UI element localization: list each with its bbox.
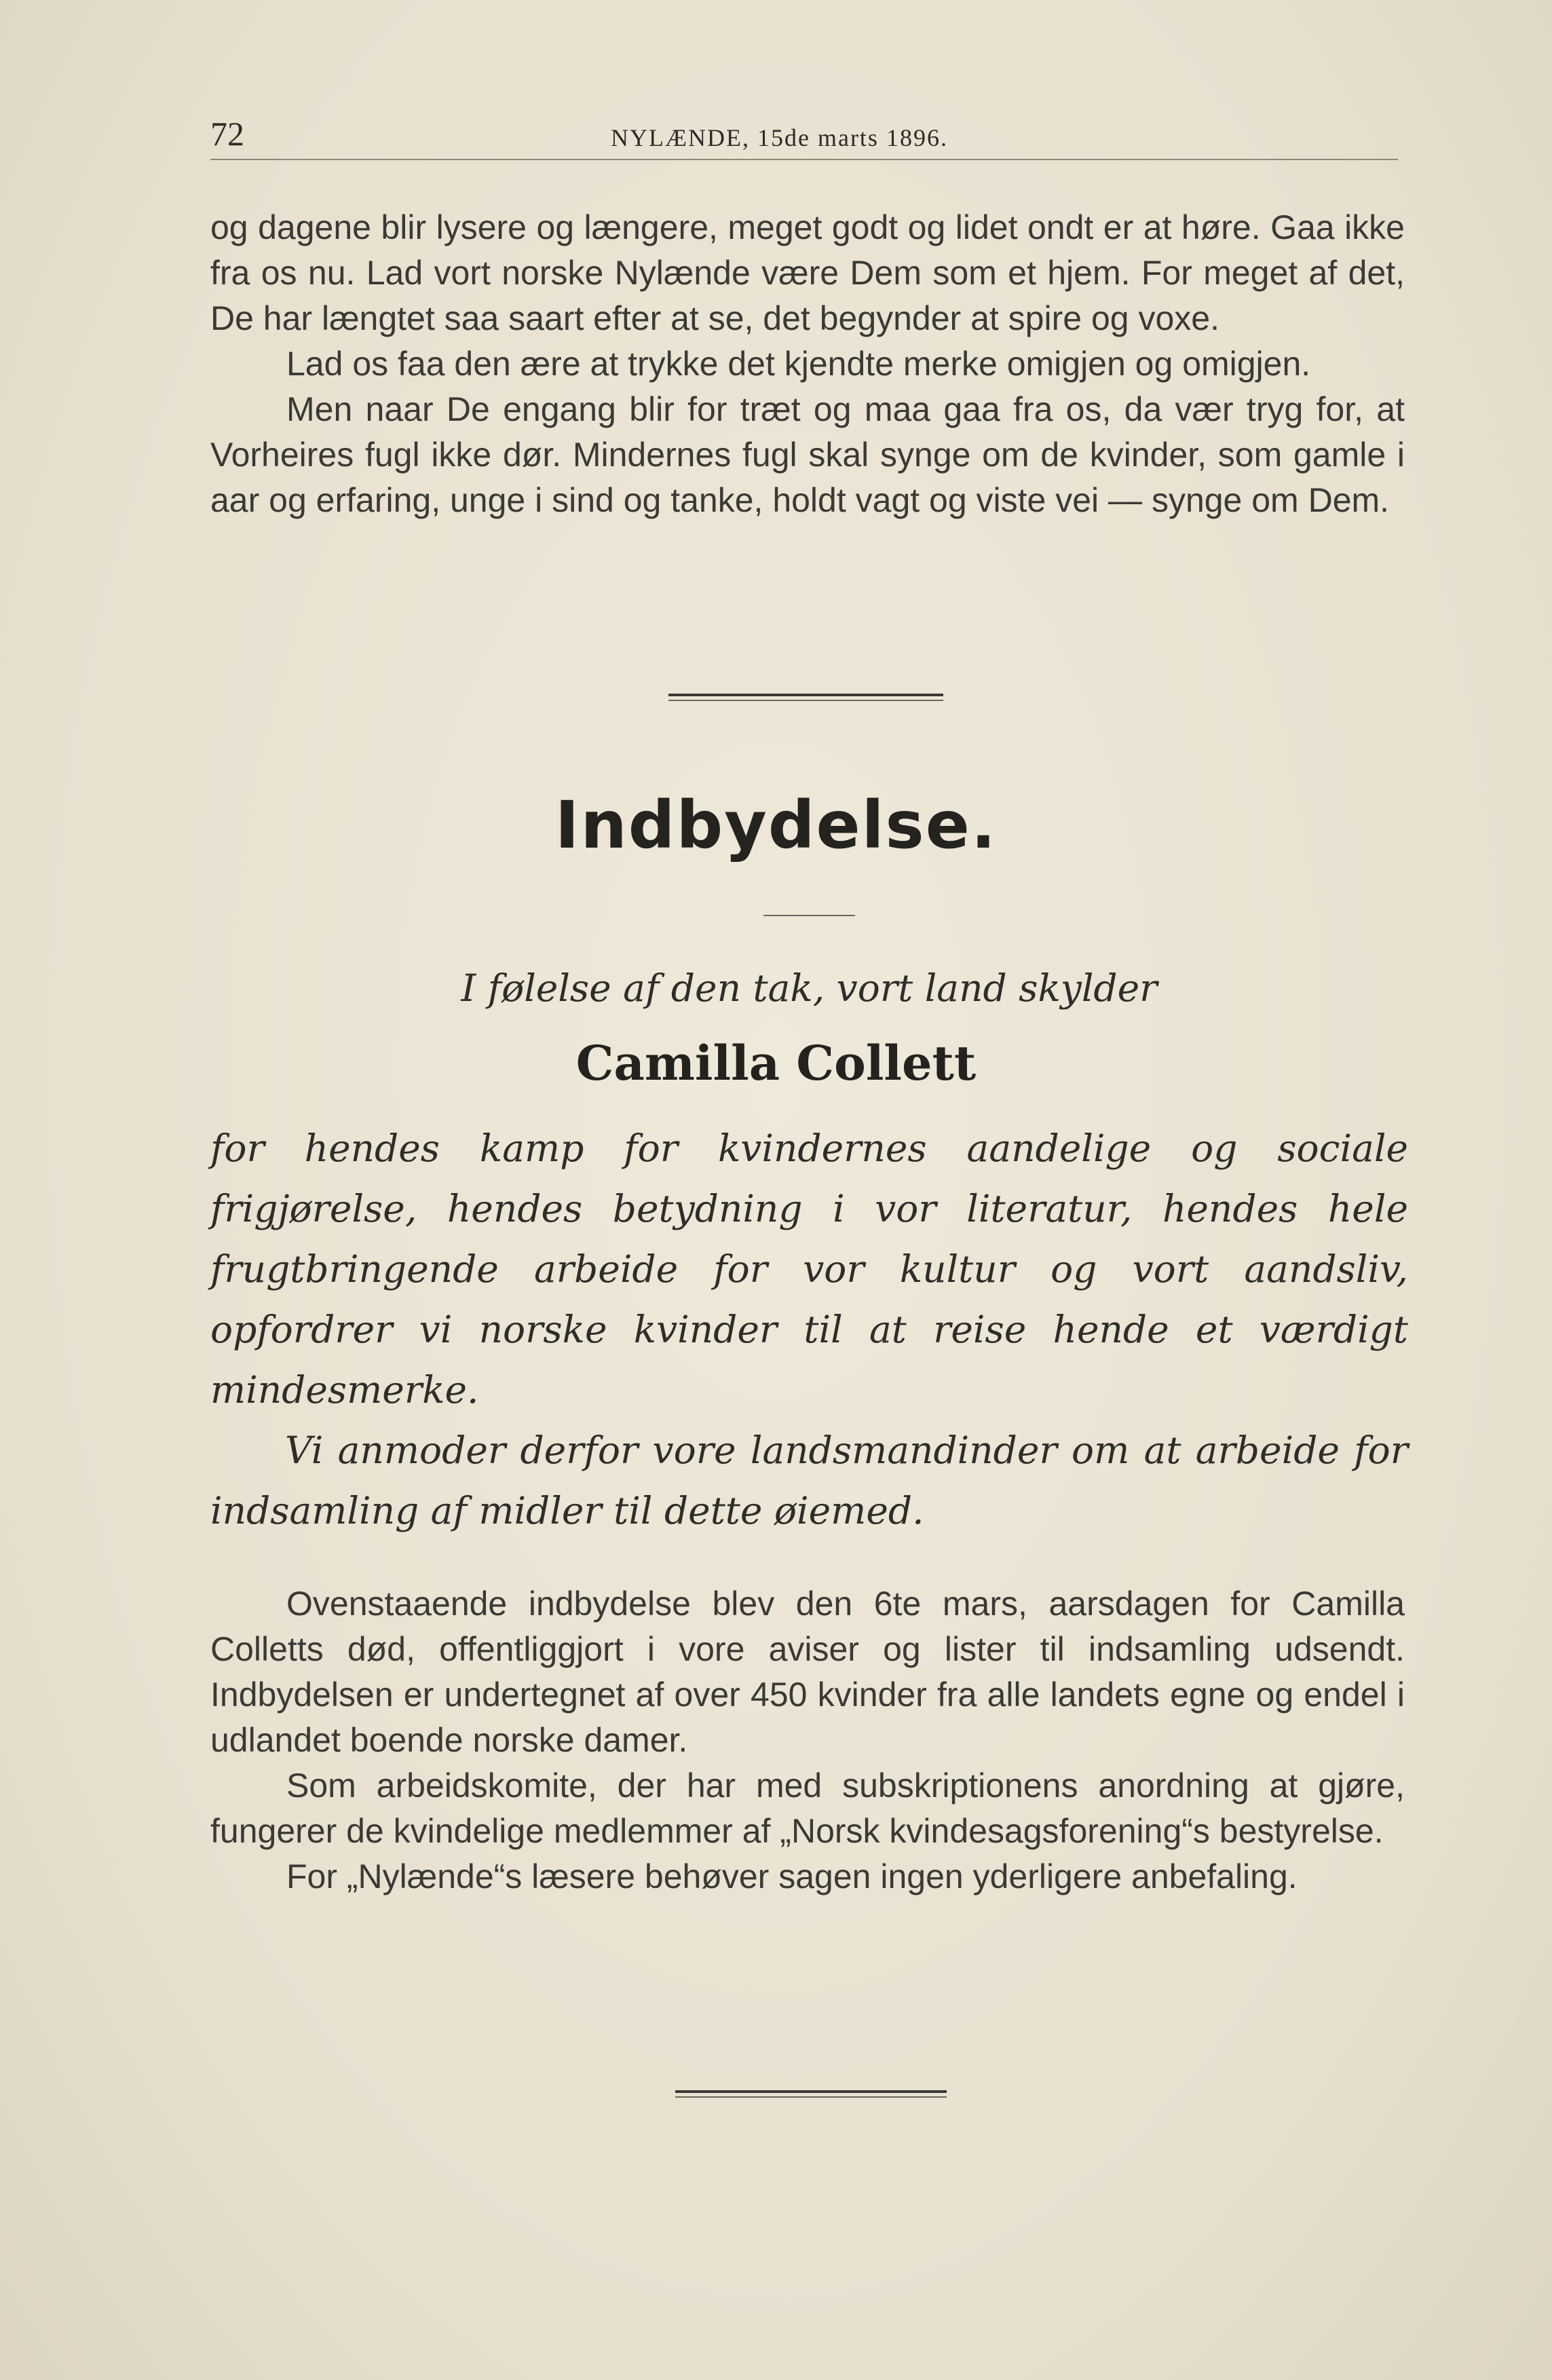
page-header	[210, 114, 1398, 162]
section-divider	[668, 694, 943, 696]
invitation-paragraph: for hendes kamp for kvindernes aandelige og sociale frigjørelse, hendes betydning i vor literatur, hendes hele frugtbringende arbeide for vor kultur og vort aandsliv, opfordrer vi norske kvinder til at reise hende et værdigt mindesmerke.	[210, 1127, 1408, 1412]
invitation-title: Indbydelse.	[554, 787, 998, 863]
invitation-paragraph: Vi anmoder derfor vore landsmandinder om at arbeide for indsamling af midler til dette øiemed.	[210, 1429, 1408, 1532]
afterword-text	[210, 1581, 1405, 1900]
page-number: 72	[210, 115, 244, 153]
dedication-line: I følelse af den tak, vort land skylder	[461, 966, 1158, 1010]
honoree-name: Camilla Collett	[575, 1035, 977, 1091]
section-divider-fine	[668, 700, 943, 701]
closing-divider-fine	[675, 2096, 947, 2098]
afterword-paragraph: Ovenstaaende indbydelse blev den 6te mars, aarsdagen for Camilla Colletts død, offentliggjort i vore aviser og lister til indsamling udsendt. Indbydelsen er undertegnet af over 450 kvinder fra alle landets egne og endel i udlandet boende norske damer.	[210, 1585, 1405, 1759]
afterword-paragraph: Som arbeidskomite, der har med subskriptionens anordning at gjøre, fungerer de kvindelige medlemmer af „Norsk kvindesagsforening“s bestyrelse.	[210, 1767, 1405, 1850]
closing-divider	[675, 2090, 947, 2093]
intro-paragraph: og dagene blir lysere og længere, meget godt og lidet ondt er at høre. Gaa ikke fra os nu. Lad vort norske Nylænde være Dem som et hjem. For meget af det, De har længtet saa saart efter at se, det begynder at spire og voxe.	[210, 208, 1405, 337]
intro-paragraph: Men naar De engang blir for træt og maa gaa fra os, da vær tryg for, at Vorheires fugl ikke dør. Mindernes fugl skal synge om de kvinder, som gamle i aar og erfaring, unge i sind og tanke, holdt vagt og viste vei — synge om Dem.	[210, 390, 1405, 519]
header-rule	[210, 159, 1398, 160]
title-underline	[763, 915, 855, 916]
afterword-paragraph: For „Nylænde“s læsere behøver sagen ingen yderligere anbefaling.	[286, 1857, 1298, 1895]
invitation-text	[210, 1118, 1408, 1541]
intro-paragraph: Lad os faa den ære at trykke det kjendte merke omigjen og omigjen.	[286, 345, 1311, 383]
intro-text	[210, 205, 1405, 523]
running-title: NYLÆNDE, 15de marts 1896.	[611, 124, 948, 151]
dedication-block	[210, 958, 1408, 1019]
